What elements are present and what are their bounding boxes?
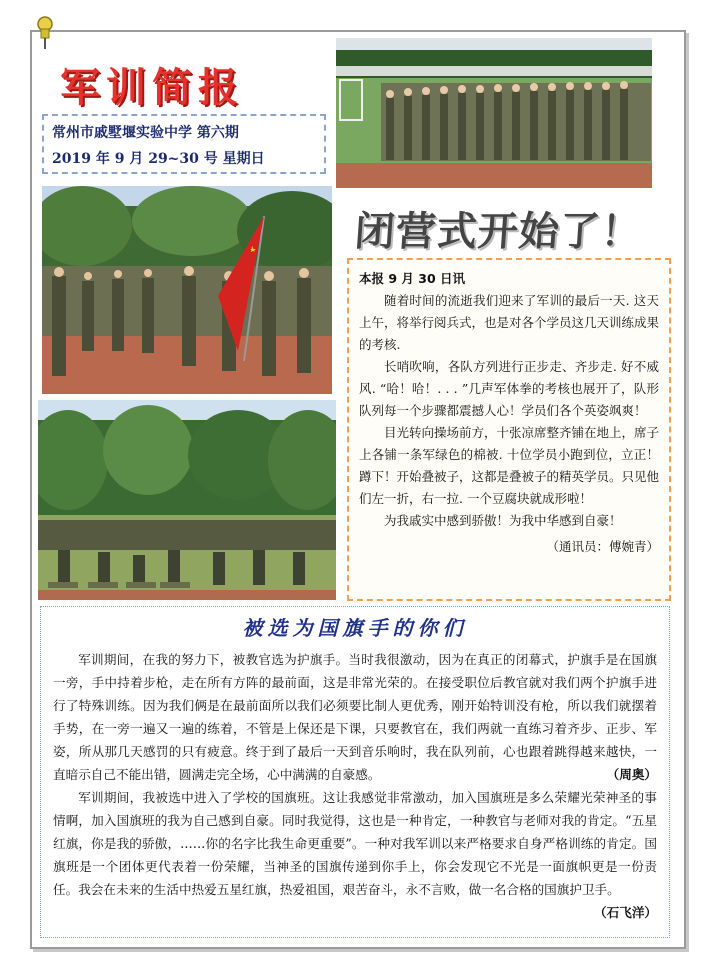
article-paragraph (53, 786, 657, 920)
paragraph-text: 军训期间，在我的努力下，被教官选为护旗手。当时我很激动，因为在真正的闭幕式，护旗手是在国旗一旁，手中持着步枪，走在所有方阵的最前面，这是非常光荣的。在接受职位后教官就对我们两个护旗手进行了特殊训练。因为我们俩是在最前面所以我们必须要比制人更优秀，刚开始特训没有枪，所以我们就摆着手势，在一旁一遍又一遍的练着，不管是上保还是下课，只要教官在，我们两就一直练习着齐步、正步、军姿，所从那几天感罚的只有疲意。终于到了最后一天到音乐响时，我在队列前，心也跟着跳得越来越快，一直暗示自己不能出错，圆满走完全场，心中满满的自豪感。 (53, 652, 657, 782)
article-paragraph: 目光转向操场前方，十张凉席整齐铺在地上，席子上各铺一条军绿色的棉被. 十位学员小跑到位，立正！蹲下！开始叠被子，这都是叠被子的精英学员。只见他们左一折，右一拉. 一个豆腐块就成形啦！ (359, 425, 660, 506)
pushpin-icon (34, 16, 56, 50)
photo-flag-march (42, 186, 332, 394)
article-flag-bearers (40, 606, 670, 938)
article-paragraph: 为我戚实中感到骄傲！为我中华感到自豪！ (384, 513, 622, 528)
masthead-title: 军训简报 (60, 65, 244, 111)
author-signature: （周奥） (606, 767, 657, 782)
photo-formation (336, 38, 652, 188)
photo-field-drill (38, 400, 336, 600)
article-paragraph: 随着时间的流逝我们迎来了军训的最后一天. 这天上午，将举行阅兵式，也是对各个学员这几天训练成果的考核. (359, 293, 660, 352)
headline-closing-ceremony: 闭营式开始了！ (353, 209, 644, 255)
article-reporter: （通讯员：傅婉青） (546, 539, 659, 554)
author-signature: （石飞洋） (594, 905, 657, 920)
article-closing-ceremony (347, 258, 671, 601)
school-issue-line: 常州市戚墅堰实验中学 第六期 (52, 125, 239, 141)
date-line: 2019 年 9 月 29~30 号 星期日 (52, 151, 265, 167)
article-dateline: 本报 9 月 30 日讯 (359, 271, 465, 286)
issue-info-box (42, 114, 326, 174)
article-title: 被选为国旗手的你们 (242, 616, 468, 640)
paragraph-text: 军训期间，我被选中进入了学校的国旗班。这让我感觉非常激动，加入国旗班是多么荣耀光荣神圣的事情啊，加入国旗班的我为自己感到自豪。同时我觉得，这也是一种肯定，一种教官与老师对我的肯定。“五星红旗，你是我的骄傲，……你的名字比我生命更重要”。一种对我军训以来严格要求自身严格训练的肯定。国旗班是一个团体更代表着一份荣耀，当神圣的国旗传递到你手上，你会发现它不光是一面旗帜更是一份责任。我会在未来的生活中热爱五星红旗，热爱祖国，艰苦奋斗，永不言败，做一名合格的国旗护卫手。 (53, 790, 657, 897)
article-paragraph (53, 648, 657, 786)
article-paragraph: 长哨吹响，各队方列进行正步走、齐步走. 好不威风. “哈！哈！. . . ”几声军体拳的考核也展开了，队形队列每一个步骤都震撼人心！学员们各个英姿飒爽！ (359, 359, 659, 418)
